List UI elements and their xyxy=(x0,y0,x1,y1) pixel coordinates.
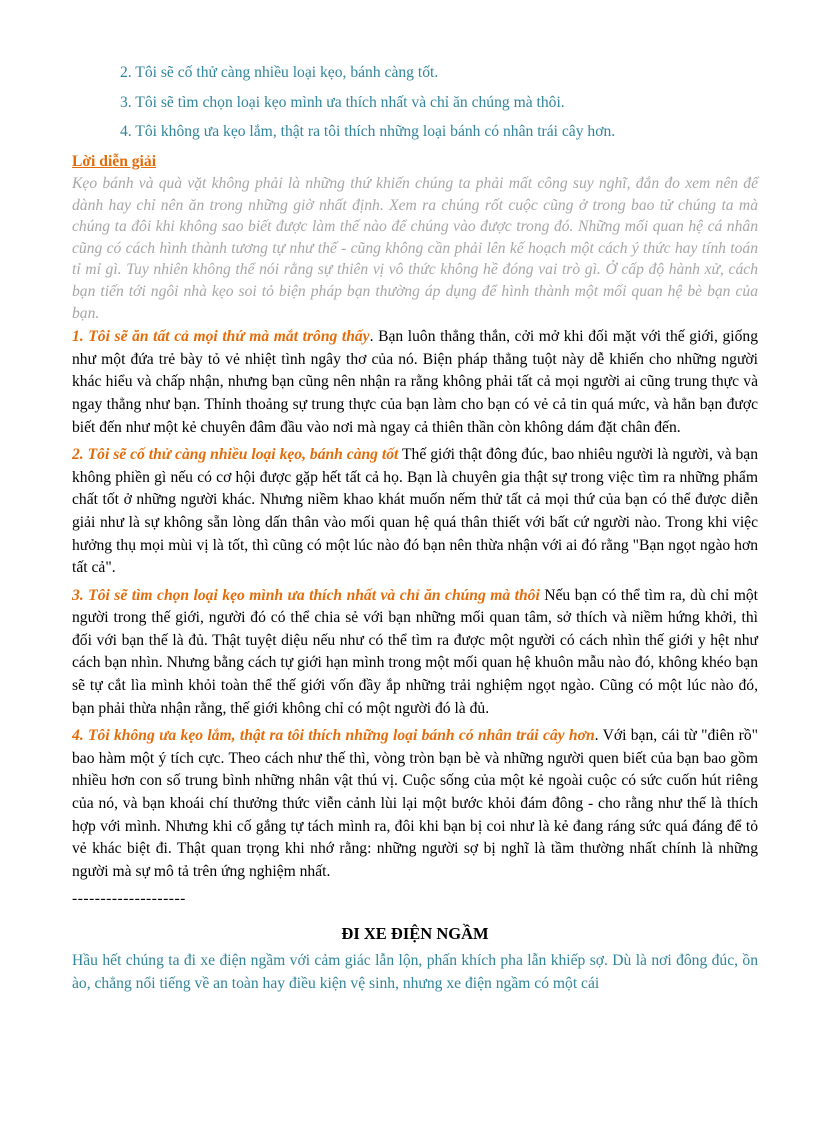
answer-lead: 1. Tôi sẽ ăn tất cả mọi thứ mà mắt trông thấy xyxy=(72,328,370,346)
answer-paragraph xyxy=(72,585,758,721)
explanation-heading: Lời diễn giải xyxy=(72,152,157,170)
answer-text: Nếu bạn có thể tìm ra, dù chỉ một người trong thế giới, người đó có thể chia sẻ với bạn những mối quan tâm, sở thích và niềm hứng khởi, thì đối với bạn thế là đủ. Thật tuyệt diệu nếu như có thể tìm ra được một người có cách nhìn thế giới y hệt như cách bạn nhìn. Nhưng bằng cách tự giới hạn mình trong một mối quan hệ khuôn mẫu nào đó, không khéo bạn sẽ tự cắt lìa mình khỏi toàn thể thế giới vốn đầy ắp những trải nghiệm ngọt ngào. Cũng có một lúc nào đó, bạn phải thừa nhận rằng, thế giới không chỉ có một người đó là đủ. xyxy=(72,586,758,717)
page-content xyxy=(72,58,758,995)
section-divider: -------------------- xyxy=(72,890,186,908)
answer-text: . Với bạn, cái từ "điên rồ" bao hàm một ý tích cực. Theo cách như thế thì, vòng tròn bạn bè và những người quen biết của bạn bao gồm nhiều hơn con số trung bình những nhân vật thú vị. Cuộc sống của một kẻ ngoài cuộc có sức cuốn hút riêng của nó, và bạn khoái chí thưởng thức viễn cảnh lùi lại một bước khỏi đám đông - cho rằng như thế là thích hợp với mình. Nhưng khi cố gắng tự tách mình ra, đôi khi bạn bị coi như là kẻ đang ráng sức quá đáng để tỏ vẻ khác biệt đi. Thật quan trọng khi nhớ rằng: những người sợ bị nghĩ là tầm thường nhất chính là những người mà sự mô tả trên ứng nghiệm nhất. xyxy=(72,727,758,880)
answer-lead: 3. Tôi sẽ tìm chọn loại kẹo mình ưa thích nhất và chỉ ăn chúng mà thôi xyxy=(72,586,540,604)
answer-text: . Bạn luôn thẳng thắn, cởi mở khi đối mặt với thế giới, giống như một đứa trẻ bày tỏ vẻ nhiệt tình ngây thơ của nó. Biện pháp thẳng tuột này dễ khiến cho những người khác hiểu và chấp nhận, nhưng bạn cũng nên nhận ra rằng không phải tất cả mọi người ai cũng trung thực và ngay thẳng như bạn. Thỉnh thoảng sự trung thực của bạn làm cho bạn có vẻ cả tin quá mức, và hẳn bạn được biết đến như một kẻ chuyên đâm đầu vào nơi mà ngay cả thiên thần còn không dám đặt chân đến. xyxy=(72,328,758,436)
explanation-text: Kẹo bánh và quà vặt không phải là những thứ khiến chúng ta phải mất công suy nghĩ, đắn đo xem nên để dành hay chỉ nên ăn trong những giờ nhất định. Xem ra chúng rốt cuộc cũng ở trong bao tử chúng ta mà chúng ta đôi khi không sao biết được làm thế nào để chúng vào được trong đó. Những mối quan hệ cá nhân cũng có cách hình thành tương tự như thế - cũng không cần phải lên kế hoạch một cách ý thức hay tính toán tỉ mỉ gì. Tuy nhiên không thể nói rằng sự thiên vị vô thức không hề đóng vai trò gì. Ở cấp độ hành xử, cách bạn tiến tới ngôi nhà kẹo soi tỏ biện pháp bạn thường áp dụng để hình thành một mối quan hệ bè bạn của bạn. xyxy=(72,175,758,322)
answer-text: Thế giới thật đông đúc, bao nhiêu người là người, và bạn không phiền gì nếu có cơ hội được gặp hết tất cả họ. Bạn là chuyên gia thật sự trong việc tìm ra những phẩm chất tốt ở những người khác. Nhưng niềm khao khát muốn nếm thử tất cả mọi thứ của bạn có thể được diễn giải như là sự không sẵn lòng dấn thân vào mối quan hệ quá thân thiết với bất cứ người nào. Trong khi việc hưởng thụ mọi mùi vị là tốt, thì cũng có một lúc nào đó bạn nên thừa nhận với ai đó rằng "Bạn ngọt ngào hơn tất cả". xyxy=(72,446,758,577)
option-item: 2. Tôi sẽ cố thử càng nhiều loại kẹo, bánh càng tốt. xyxy=(120,64,439,81)
option-item: 3. Tôi sẽ tìm chọn loại kẹo mình ưa thích nhất và chỉ ăn chúng mà thôi. xyxy=(120,93,565,111)
option-item: 4. Tôi không ưa kẹo lắm, thật ra tôi thích những loại bánh có nhân trái cây hơn. xyxy=(120,123,616,140)
answer-paragraph xyxy=(72,725,758,883)
answer-lead: 4. Tôi không ưa kẹo lắm, thật ra tôi thích những loại bánh có nhân trái cây hơn xyxy=(72,727,595,745)
answer-paragraph xyxy=(72,444,758,580)
options-list xyxy=(72,62,758,144)
section-title: ĐI XE ĐIỆN NGẦM xyxy=(341,923,489,943)
section-intro: Hầu hết chúng ta đi xe điện ngầm với cảm giác lẫn lộn, phấn khích pha lẫn khiếp sợ. Dù là nơi đông đúc, ồn ào, chẳng nổi tiếng về an toàn hay điều kiện vệ sinh, nhưng xe điện ngầm có một cái xyxy=(72,952,758,993)
answer-paragraph xyxy=(72,326,758,439)
answer-lead: 2. Tôi sẽ cố thử càng nhiều loại kẹo, bánh càng tốt xyxy=(72,446,399,464)
